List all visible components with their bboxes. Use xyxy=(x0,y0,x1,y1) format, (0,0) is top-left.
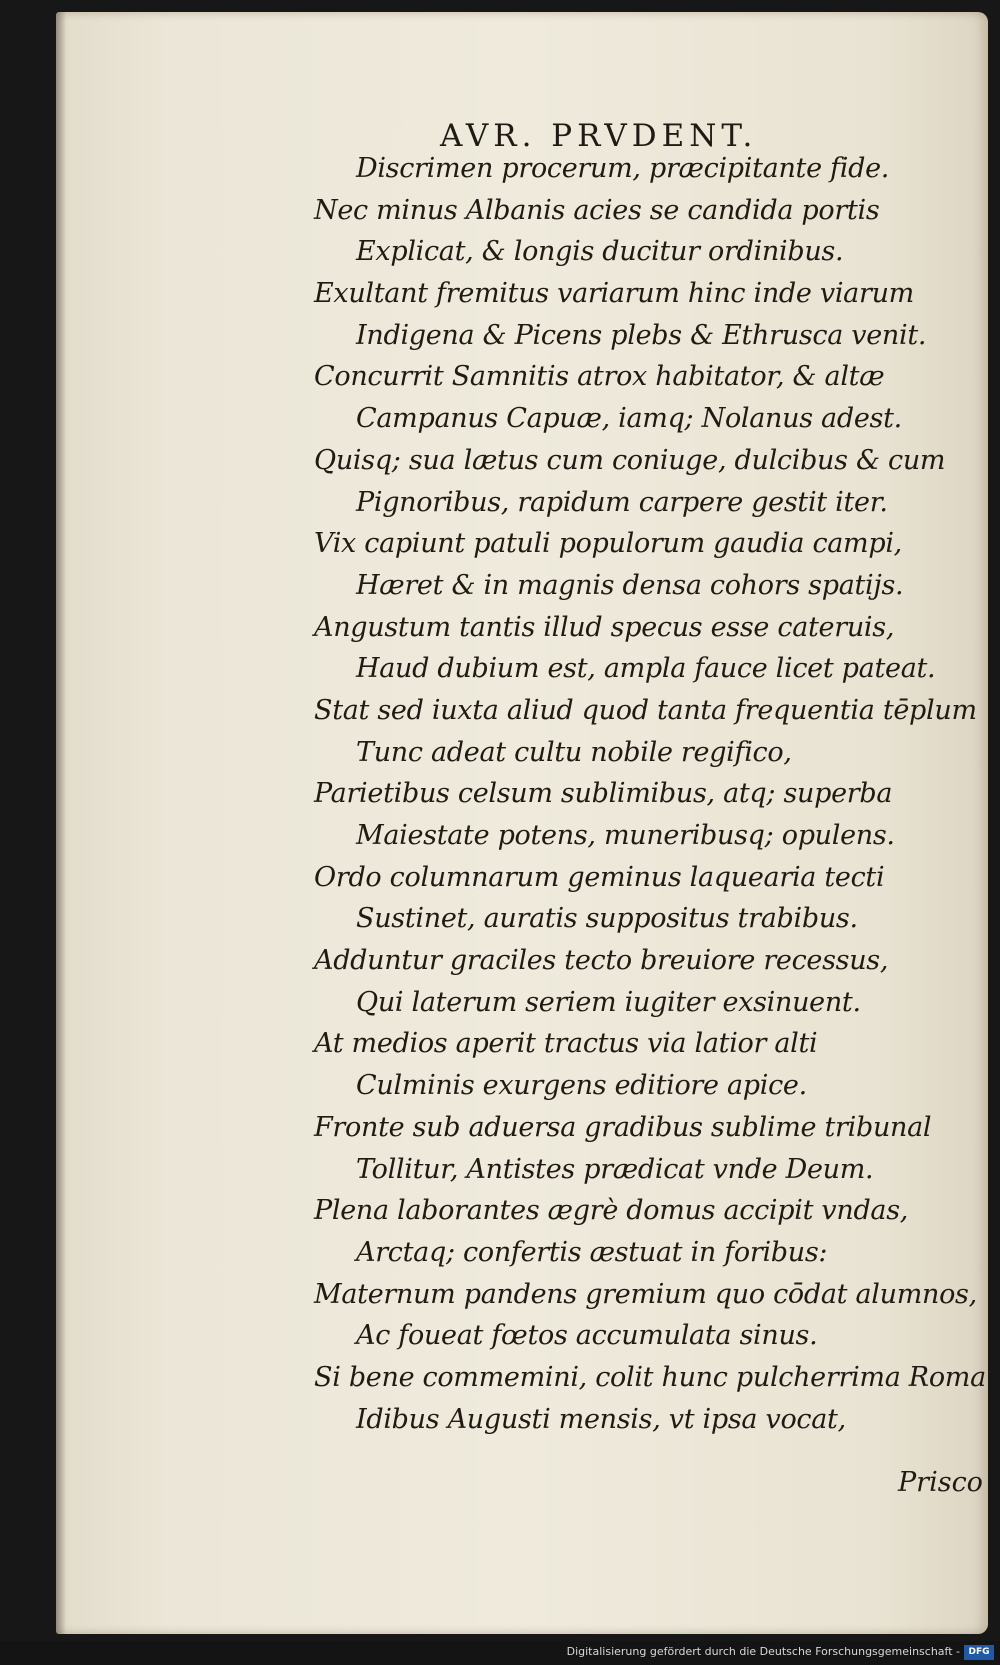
verse-line: Sustinet, auratis suppositus trabibus. xyxy=(356,903,858,935)
poem-verses xyxy=(0,148,1000,1440)
verse-line: Tollitur, Antistes prædicat vnde Deum. xyxy=(356,1153,874,1185)
verse-line: Adduntur graciles tecto breuiore recessus, xyxy=(314,945,889,977)
verse-line: Qui laterum seriem iugiter exsinuent. xyxy=(356,986,861,1018)
verse-line: Fronte sub aduersa gradibus sublime tribunal xyxy=(314,1111,932,1143)
digitization-credit: Digitalisierung gefördert durch die Deutsche Forschungsgemeinschaft - xyxy=(566,1645,960,1658)
verse-line: Nec minus Albanis acies se candida portis xyxy=(314,194,880,226)
verse-line: Ac foueat fœtos accumulata sinus. xyxy=(356,1320,818,1352)
running-head: AVR. PRVDENT. xyxy=(440,118,758,154)
catchword: Prisco xyxy=(898,1467,983,1498)
verse-line: Ordo columnarum geminus laquearia tecti xyxy=(314,861,885,893)
verse-line: Maternum pandens gremium quo cōdat alumnos, xyxy=(314,1278,977,1310)
verse-line: Parietibus celsum sublimibus, atq; superba xyxy=(314,778,893,810)
verse-line: Stat sed iuxta aliud quod tanta frequentia tēplum xyxy=(314,694,977,726)
verse-line: Culminis exurgens editiore apice. xyxy=(356,1070,807,1102)
verse-line: Arctaq; confertis æstuat in foribus: xyxy=(356,1236,828,1268)
verse-line: Maiestate potens, muneribusq; opulens. xyxy=(356,820,895,851)
verse-line: Si bene commemini, colit hunc pulcherrima Roma xyxy=(314,1361,986,1393)
verse-line: Plena laborantes ægrè domus accipit vndas, xyxy=(314,1195,909,1227)
verse-line: Concurrit Samnitis atrox habitator, & altæ xyxy=(314,361,885,393)
verse-line: Explicat, & longis ducitur ordinibus. xyxy=(356,236,844,268)
verse-line: Discrimen procerum, præcipitante fide. xyxy=(356,153,890,184)
verse-line: Indigena & Picens plebs & Ethrusca venit. xyxy=(356,319,927,351)
verse-line: Pignoribus, rapidum carpere gestit iter. xyxy=(356,486,888,518)
verse-line: Idibus Augusti mensis, vt ipsa vocat, xyxy=(356,1403,846,1435)
verse-line: Hæret & in magnis densa cohors spatijs. xyxy=(356,569,904,601)
verse-line: Campanus Capuæ, iamq; Nolanus adest. xyxy=(356,403,902,435)
verse-line: At medios aperit tractus via latior alti xyxy=(314,1028,818,1060)
verse-line: Quisq; sua lætus cum coniuge, dulcibus & cum xyxy=(314,444,946,476)
dfg-logo: DFG xyxy=(964,1645,994,1660)
verse-line: Angustum tantis illud specus esse cateruis, xyxy=(314,611,895,643)
verse-line: Tunc adeat cultu nobile regifico, xyxy=(356,736,792,768)
verse-line: Vix capiunt patuli populorum gaudia campi, xyxy=(314,528,902,560)
verse-line: Exultant fremitus variarum hinc inde viarum xyxy=(314,278,914,310)
verse-line: Haud dubium est, ampla fauce licet pateat. xyxy=(356,653,936,685)
